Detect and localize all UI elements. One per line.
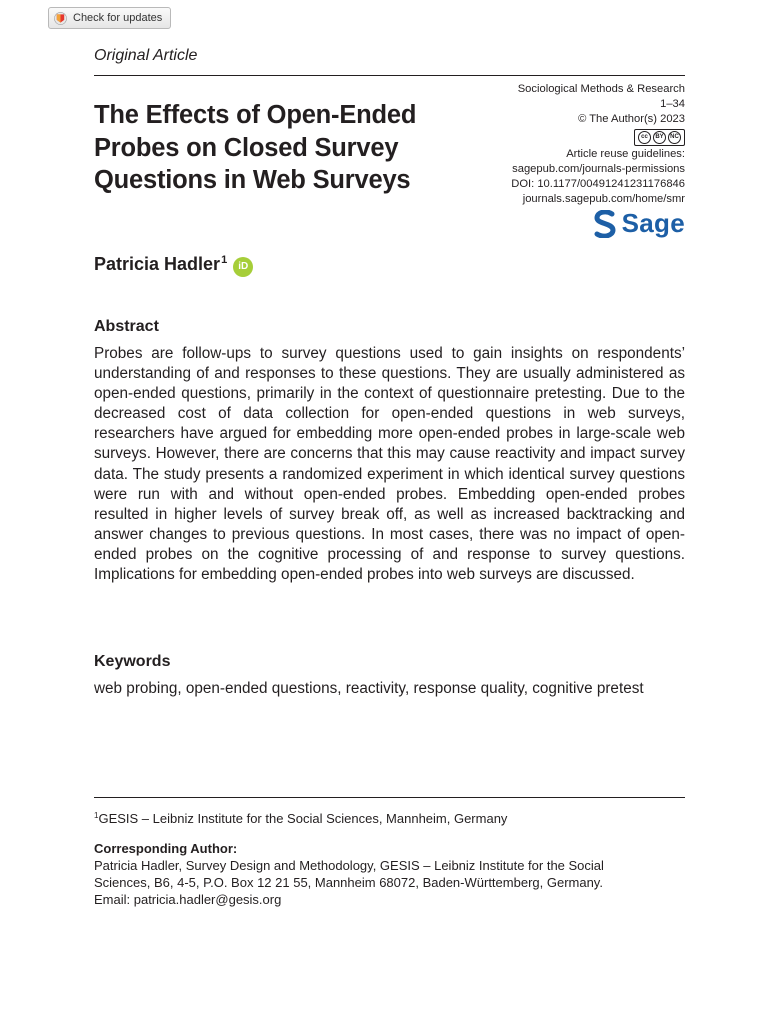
page-range: 1–34: [660, 98, 685, 111]
corresponding-author-heading: Corresponding Author:: [94, 841, 238, 856]
abstract-text: Probes are follow-ups to survey questions used to gain insights on respondents’ understanding of and responses to these questions. They are usually administered as open-ended questions, primarily in the context of questionnaire pretesting. Due to the decreased cost of data collection for open-ended questions in web surveys, researchers have argued for embedding more open-ended probes in large-scale web surveys. However, there are concerns that this may cause reactivity and impact survey data. The study presents a randomized experiment in which identical survey questions were run with and without open-ended probes. Embedding open-ended probes resulted in higher levels of survey break off, as well as increased backtracking and answer changes to previous questions. In most cases, there was no impact of open-ended probes on the cognitive processing of and response to survey questions. Implications for embedding open-ended probes into web surveys are discussed.: [94, 345, 685, 584]
journal-homepage-link[interactable]: journals.sagepub.com/home/smr: [522, 193, 685, 206]
check-for-updates-label: Check for updates: [73, 12, 163, 24]
sage-logo: [594, 208, 685, 239]
abstract-heading: Abstract: [94, 318, 159, 335]
nc-label: NC: [668, 131, 681, 144]
corresponding-line-2: Sciences, B6, 4-5, P.O. Box 12 21 55, Mannheim 68072, Baden-Württemberg, Germany.: [94, 875, 603, 890]
permissions-link[interactable]: sagepub.com/journals-permissions: [512, 162, 685, 175]
corresponding-line-1: Patricia Hadler, Survey Design and Methodology, GESIS – Leibniz Institute for the Social: [94, 858, 604, 873]
check-for-updates-button[interactable]: [48, 7, 171, 29]
corresponding-email[interactable]: Email: patricia.hadler@gesis.org: [94, 892, 282, 907]
footnote-divider: [94, 797, 685, 798]
affiliation-mark: 1: [94, 811, 99, 820]
sage-logo-icon: [594, 210, 616, 238]
publisher-name: Sage: [621, 208, 685, 238]
journal-meta: [425, 82, 685, 207]
author-affiliation-mark: 1: [221, 254, 228, 266]
crossmark-icon: [54, 12, 67, 25]
keywords-text: web probing, open-ended questions, reactivity, response quality, cognitive pretest: [94, 680, 644, 697]
author-line: [94, 254, 253, 277]
journal-name: Sociological Methods & Research: [517, 83, 685, 95]
cc-by-nc-icon: [634, 129, 685, 146]
keywords-heading: Keywords: [94, 653, 171, 670]
orcid-icon[interactable]: iD: [233, 257, 253, 277]
article-title: The Effects of Open-Ended Probes on Closed Survey Questions in Web Surveys: [94, 101, 417, 194]
reuse-label: Article reuse guidelines:: [566, 147, 685, 160]
affiliation-note: [94, 807, 507, 828]
copyright: © The Author(s) 2023: [578, 113, 685, 126]
doi[interactable]: DOI: 10.1177/00491241231176846: [511, 178, 685, 191]
article-type: Original Article: [94, 47, 198, 64]
affiliation-text: GESIS – Leibniz Institute for the Social Sciences, Mannheim, Germany: [98, 811, 508, 826]
corresponding-author-details: [94, 857, 685, 908]
author-name: Patricia Hadler: [94, 254, 221, 274]
cc-label: cc: [638, 131, 651, 144]
by-label: BY: [653, 131, 666, 144]
header-divider: [94, 75, 685, 76]
